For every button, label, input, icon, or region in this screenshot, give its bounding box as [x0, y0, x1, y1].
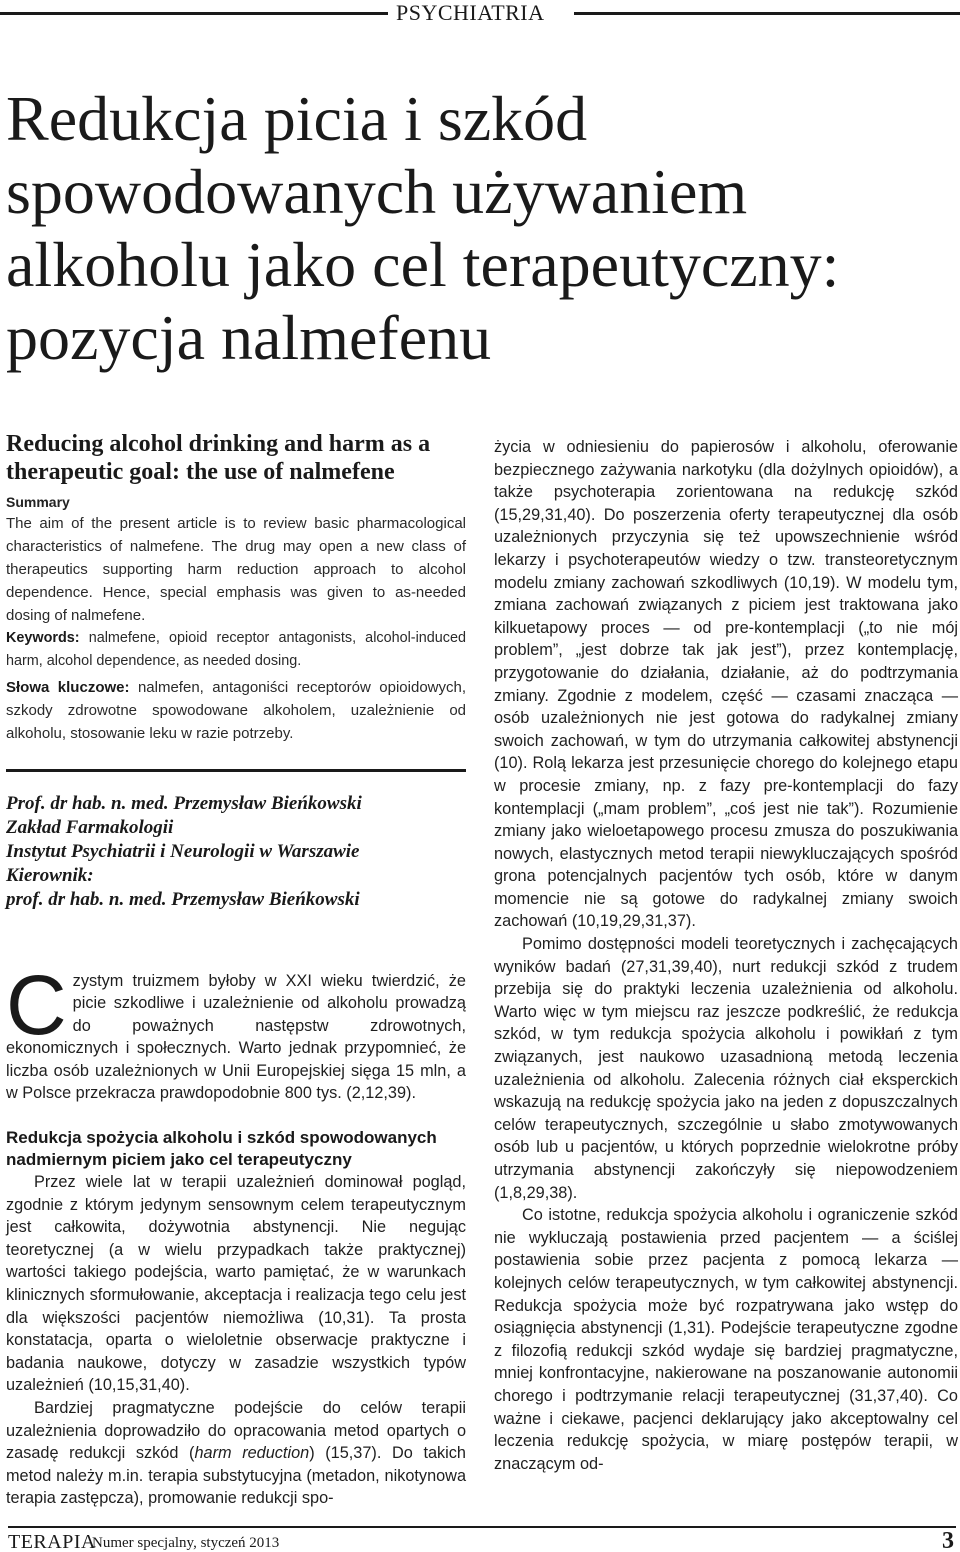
emphasis: harm reduction — [194, 1444, 310, 1463]
author-block — [6, 792, 466, 912]
title-line: spowodowanych używaniem — [6, 156, 748, 227]
body-paragraph — [6, 1397, 466, 1510]
title-line: alkoholu jako cel terapeutyczny: — [6, 229, 840, 300]
title-line: pozycja nalmefenu — [6, 302, 492, 373]
author-institute: Instytut Psychiatrii i Neurologii w Warszawie — [6, 840, 360, 862]
text-run: Bardziej pragmatyczne podejście do celów terapii uzależnienia doprowadziło do opracowania metod opartych o zasadę redukcji szkód ( — [6, 1399, 466, 1463]
english-title: Reducing alcohol drinking and harm as a therapeutic goal: the use of nalmefene — [6, 431, 431, 485]
body-paragraph: Pomimo dostępności modeli teoretycznych i zachęcających wyników badań (27,31,39,40), nurt redukcji szkód z trudem przebija się do praktyki leczenia uzależnienia od alkoholu. Warto więc w tym miejscu raz jeszcze podkreślić, że redukcja szkód, w tym redukcja spożycia alkoholu i powikłań z tym związanych, jest naukowo uzasadnioną metodą leczenia uzależnienia od alkoholu. Zalecenia różnych ciał eksperckich wskazują na redukcję spożycia jako na jeden z dopuszczalnych celów terapeutycznych, szczególnie u słabo zmotywowanych osób lub u pacjentów, u których poprzednie wielokrotne próby utrzymania abstynencji zakończyły się niepowodzeniem (1,8,29,38). — [494, 935, 958, 1202]
section-label: PSYCHIATRIA — [396, 0, 545, 25]
polish-keywords — [6, 676, 466, 745]
right-column — [494, 436, 958, 1475]
header-rule-left — [0, 12, 388, 15]
page-header — [0, 0, 960, 30]
right-body — [494, 436, 958, 1475]
author-name: Prof. dr hab. n. med. Przemysław Bieńkowski — [6, 792, 362, 814]
keywords-text: nalmefene, opioid receptor antagonists, alcohol-induced harm, alcohol dependence, as needed dosing. — [6, 630, 466, 669]
intro-paragraph — [6, 957, 466, 1106]
issue-info: Numer specjalny, styczeń 2013 — [92, 1535, 280, 1551]
abstract — [6, 430, 466, 745]
polish-keywords-text: nalmefen, antagoniści receptorów opioidowych, szkody zdrowotne spowodowane alkoholem, uzależnienie od alkoholu, stosowanie leku w razie potrzeby. — [6, 679, 466, 742]
body-paragraph: życia w odniesieniu do papierosów i alkoholu, oferowanie bezpiecznego zażywania narkotyku (dla dożylnych opioidów), a także psychoterapia zorientowana na redukcję szkód (15,29,31,40). Do poszerzenia oferty terapeutycznej dla osób uzależnionych przyczynia się też upowszechnienie wśród lekarzy i psychoterapeutów wiedzy o tzw. transteoretycznym modelu zmiany zachowań szkodliwych (10,19). W modelu tym, zmiana zachowań związanych z piciem jest traktowana jako kilkuetapowy proces — od pre-kontemplacji („to nie mój problem”, „jest dobrze tak jak jest”), przez kontemplację, przygotowanie do działania, działanie, aż do podtrzymania zmiany. Zgodnie z modelem, część — czasami znacząca — osób uzależnionych nie jest gotowa do radykalnej zmiany swoich zachowań, w tym do utrzymania całkowitej abstynencji (10). Rolą lekarza jest przesunięcie chorego do kolejnego etapu w procesie zmiany, np. z fazy pre-kontemplacji do fazy kontemplacji („mam problem”, „coś jest nie tak”). Rozumienie zmiany jako wieloetapowego procesu zmusza do poszukiwania nowych, elastycznych metod terapii niewykluczających spośród grona potencjalnych pacjentów tych osób, które w danym momencie nie są gotowe do radykalnej zmiany swoich zachowań (10,19,29,31,37). — [494, 438, 958, 931]
page-footer — [0, 1524, 960, 1552]
title-line: Redukcja picia i szkód — [6, 83, 588, 154]
body-paragraph: Co istotne, redukcja spożycia alkoholu i ograniczenie szkód nie wykluczają postawienia przed pacjentem — a ściślej postawienia sobie przez pacjenta z pomocą lekarza — kolejnych celów terapeutycznych, w tym całkowitej abstynencji. Redukcja spożycia może być rozpatrywana jako wstęp do osiągnięcia abstynencji (1,31). Podejście terapeutyczne zgodne z filozofią redukcji szkód wydaje się bardziej pragmatyczne, mniej konfrontacyjne, nakierowane na poszanowanie autonomii chorego i podtrzymanie relacji terapeutycznej (31,37,40). Co ważne i ciekawe, pacjenci deklarujący jako akceptowalny cel leczenia redukcję spożycia, w miarę postępów terapii, w znaczącym od- — [494, 1206, 958, 1473]
page-number: 3 — [942, 1528, 954, 1552]
footer-rule — [8, 1526, 956, 1528]
left-body — [6, 1171, 466, 1510]
header-rule-right — [574, 12, 960, 15]
journal-name: TERAPIA — [8, 1531, 96, 1552]
text-run: ) (15,37). Do takich metod należy m.in. terapia substytucyjna (metadon, nikotynowa terapia zastępcza), promowanie redukcji spo- — [6, 1444, 466, 1508]
left-column — [6, 430, 466, 1510]
section-heading: Redukcja spożycia alkoholu i szkód spowodowanych nadmiernym piciem jako cel terapeutyczny — [6, 1128, 437, 1170]
author-divider — [6, 769, 466, 772]
summary-heading: Summary — [6, 494, 70, 510]
polish-keywords-label: Słowa kluczowe: — [6, 679, 130, 696]
head-name: prof. dr hab. n. med. Przemysław Bieńkowski — [6, 888, 360, 910]
intro-text: zystym truizmem byłoby w XXI wieku twierdzić, że picie szkodliwe i uzależnienie od alkoholu prowadzą do poważnych następstw zdrowotnych, ekonomicznych i społecznych. Warto jednak przypomnieć, że liczba osób uzależnionych w Unii Europejskiej sięga 15 mln, a w Polsce przekracza prawdopodobnie 800 tys. (2,12,39). — [6, 971, 466, 1103]
head-label: Kierownik: — [6, 864, 94, 886]
summary-text: The aim of the present article is to review basic pharmacological characteristics of nalmefene. The drug may open a new class of therapeutics supporting harm reduction approach to alcohol dependence. Hence, special emphasis was given to as-needed dosing of nalmefene. — [6, 515, 466, 624]
drop-cap: C — [6, 957, 67, 1052]
keywords — [6, 627, 466, 673]
body-paragraph: Przez wiele lat w terapii uzależnień dominował pogląd, zgodnie z którym jedynym sensownym celem terapeutycznym jest całkowita, dożywotnia abstynencji. Nie negując teoretycznej (a w wielu przypadkach także praktycznej) wartości takiego podejścia, warto pamiętać, że w warunkach klinicznych sformułowanie, akceptacja i realizacja tego celu jest dla większości pacjentów niemożliwa (10,31). Ta prosta konstatacja, oparta o wieloletnie obserwacje praktyczne i badania naukowe, dotyczy w zasadzie wszystkich typów uzależnień (10,15,31,40). — [6, 1173, 466, 1395]
keywords-label: Keywords: — [6, 630, 80, 646]
author-department: Zakład Farmakologii — [6, 816, 174, 838]
article-title — [6, 82, 936, 374]
